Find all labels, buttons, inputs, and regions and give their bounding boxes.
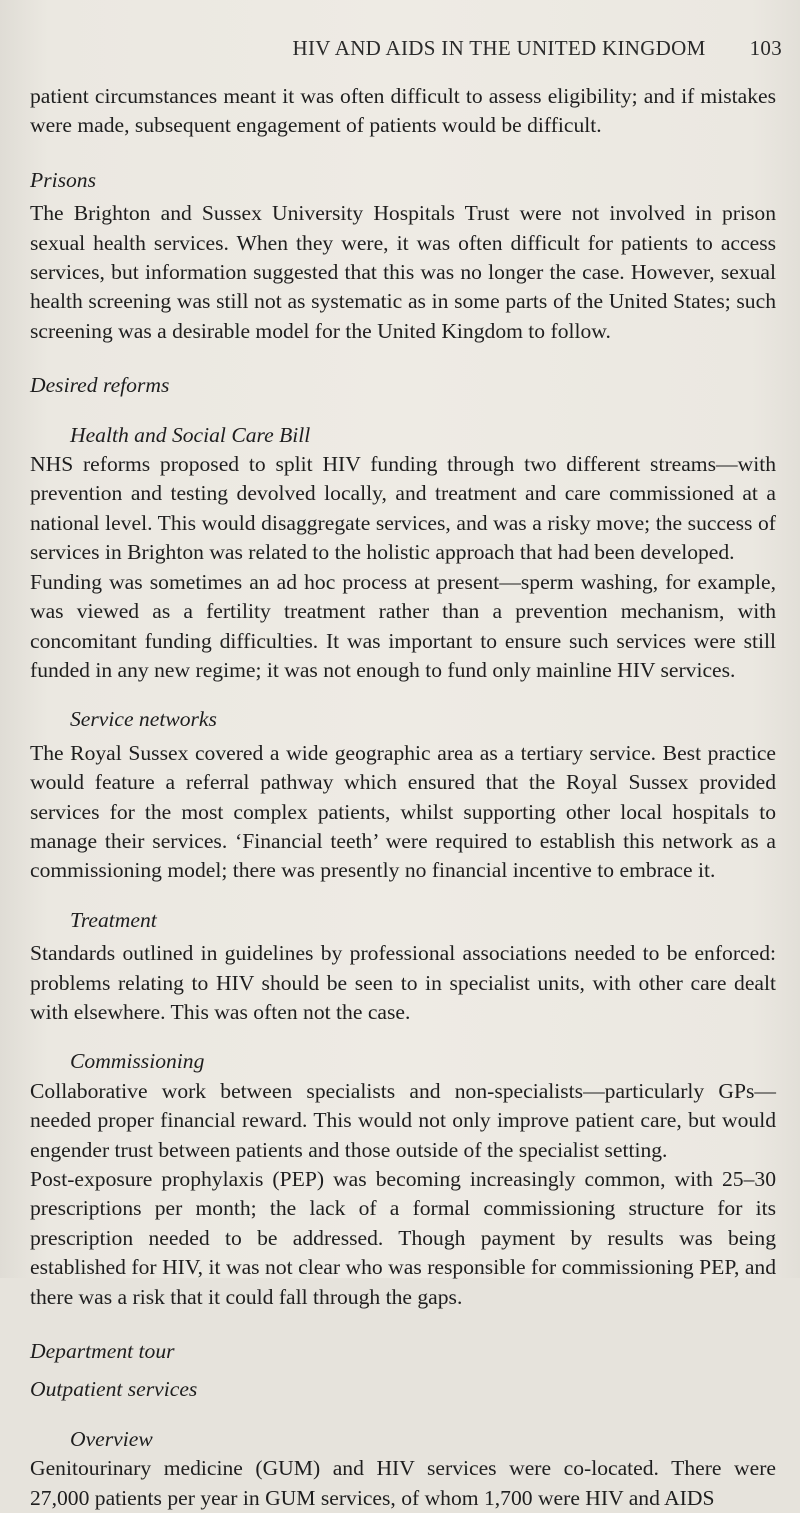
heading-treatment: Treatment [70,907,157,932]
heading-department-tour: Department tour [30,1339,175,1364]
heading-outpatient-services: Outpatient services [30,1377,198,1402]
paragraph-collaborative-work: Collaborative work between specialists and non-specialists—particularly GPs—needed proper financial reward. This would not only improve patient care, but would engender trust between patients and those outside of the specialist setting. [30,1078,776,1162]
heading-health-social-care-bill: Health and Social Care Bill [70,422,311,447]
paragraph-overview: Genitourinary medicine (GUM) and HIV services were co-located. There were 27,000 patients per year in GUM services, of whom 1,700 were HIV and AIDS [30,1456,776,1510]
heading-commissioning: Commissioning [70,1049,205,1074]
heading-desired-reforms: Desired reforms [30,373,170,398]
paragraph-pep: Post-exposure prophylaxis (PEP) was becoming increasingly common, with 25–30 prescriptions per month; the lack of a formal commissioning structure for its prescription needed to be addressed. Though payment by results was being established for HIV, it was not clear who was responsible for commissioning PEP, and there was a risk that it could fall through the gaps. [30,1167,776,1309]
paragraph-nhs-reforms: NHS reforms proposed to split HIV funding through two different streams—with prevention and testing devolved locally, and treatment and care commissioned at a national level. This would disaggregate services, and was a risky move; the success of services in Brighton was related to the holistic approach that had been developed. [30,452,776,565]
running-head-title: HIV AND AIDS IN THE UNITED KINGDOM [292,36,706,60]
heading-overview: Overview [70,1426,153,1451]
paragraph-treatment: Standards outlined in guidelines by professional associations needed to be enforced: problems relating to HIV should be seen to in specialist units, with other care dealt with elsewhere. This was often not the case. [30,941,776,1024]
page-body [30,82,776,1513]
running-head [80,36,782,61]
paragraph-service-networks: The Royal Sussex covered a wide geographic area as a tertiary service. Best practice would feature a referral pathway which ensured that the Royal Sussex provided services for the most complex patients, whilst supporting other local hospitals to manage their services. ‘Financial teeth’ were required to establish this network as a commissioning model; there was presently no financial incentive to embrace it. [30,740,776,883]
paragraph-funding: Funding was sometimes an ad hoc process at present—sperm washing, for example, was viewed as a fertility treatment rather than a prevention mechanism, with concomitant funding difficulties. It was important to ensure such services were still funded in any new regime; it was not enough to fund only mainline HIV services. [30,569,776,682]
heading-service-networks: Service networks [70,707,217,732]
paragraph-prisons: The Brighton and Sussex University Hospitals Trust were not involved in prison sexual health services. When they were, it was often difficult for patients to access services, but information suggested that this was no longer the case. However, sexual health screening was still not as systematic as in some parts of the United States; such screening was a desirable model for the United Kingdom to follow. [30,201,776,343]
paragraph-intro: patient circumstances meant it was often difficult to assess eligibility; and if mistakes were made, subsequent engagement of patients would be difficult. [30,84,776,138]
page-number: 103 [749,36,782,60]
heading-prisons: Prisons [30,167,96,192]
